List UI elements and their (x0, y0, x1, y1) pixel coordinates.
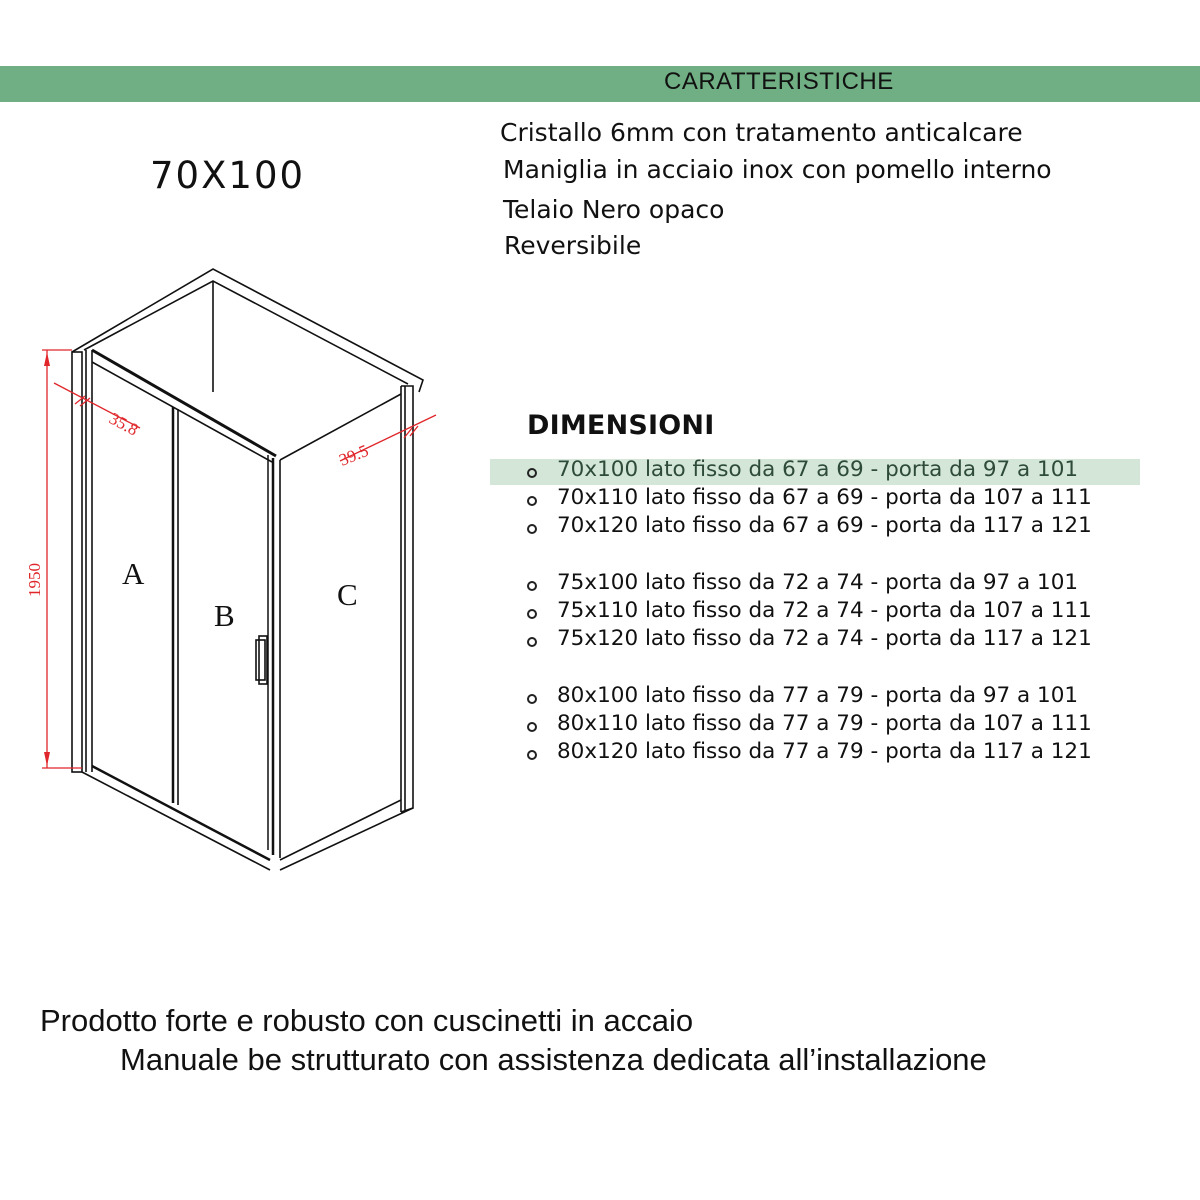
panel-label-b: B (214, 598, 235, 633)
dimension-row: 75x110 lato fisso da 72 a 74 - porta da 107 a 111 (490, 600, 1140, 626)
left-profile-dimension-label: 35.8 (106, 408, 142, 440)
bullet-icon (527, 750, 537, 760)
dimension-lines (42, 350, 436, 768)
feature-reversible: Reversibile (504, 231, 642, 260)
dimension-row: 70x100 lato fisso da 67 a 69 - porta da 97 a 101 (490, 459, 1140, 485)
height-dimension-label: 1950 (25, 563, 44, 597)
bullet-icon (527, 722, 537, 732)
bullet-icon (527, 581, 537, 591)
feature-glass: Cristallo 6mm con tratamento anticalcare (500, 118, 1023, 147)
dimension-row: 70x120 lato fisso da 67 a 69 - porta da 117 a 121 (490, 515, 1140, 541)
bullet-icon (527, 637, 537, 647)
footer-line-2: Manuale be strutturato con assistenza dedicata all’installazione (120, 1042, 987, 1077)
banner-title: CARATTERISTICHE (664, 68, 894, 95)
dimension-row: 80x100 lato fisso da 77 a 79 - porta da 97 a 101 (490, 685, 1140, 711)
dimensions-title: DIMENSIONI (527, 410, 715, 441)
panel-label-a: A (122, 556, 145, 591)
panel-label-c: C (337, 577, 358, 612)
dimension-row: 80x120 lato fisso da 77 a 79 - porta da 117 a 121 (490, 741, 1140, 767)
bullet-icon (527, 694, 537, 704)
dimension-row: 70x110 lato fisso da 67 a 69 - porta da 107 a 111 (490, 487, 1140, 513)
bullet-icon (527, 524, 537, 534)
model-size-title: 70X100 (150, 154, 306, 197)
bullet-icon (527, 468, 537, 478)
right-profile-dimension-label: 39.5 (336, 440, 372, 470)
footer-line-1: Prodotto forte e robusto con cuscinetti in accaio (40, 1003, 694, 1038)
dimension-row: 80x110 lato fisso da 77 a 79 - porta da 107 a 111 (490, 713, 1140, 739)
bullet-icon (527, 496, 537, 506)
bullet-icon (527, 609, 537, 619)
dimension-row: 75x100 lato fisso da 72 a 74 - porta da 97 a 101 (490, 572, 1140, 598)
dimension-row: 75x120 lato fisso da 72 a 74 - porta da 117 a 121 (490, 628, 1140, 654)
feature-handle: Maniglia in acciaio inox con pomello interno (503, 155, 1052, 184)
feature-frame: Telaio Nero opaco (503, 195, 725, 224)
